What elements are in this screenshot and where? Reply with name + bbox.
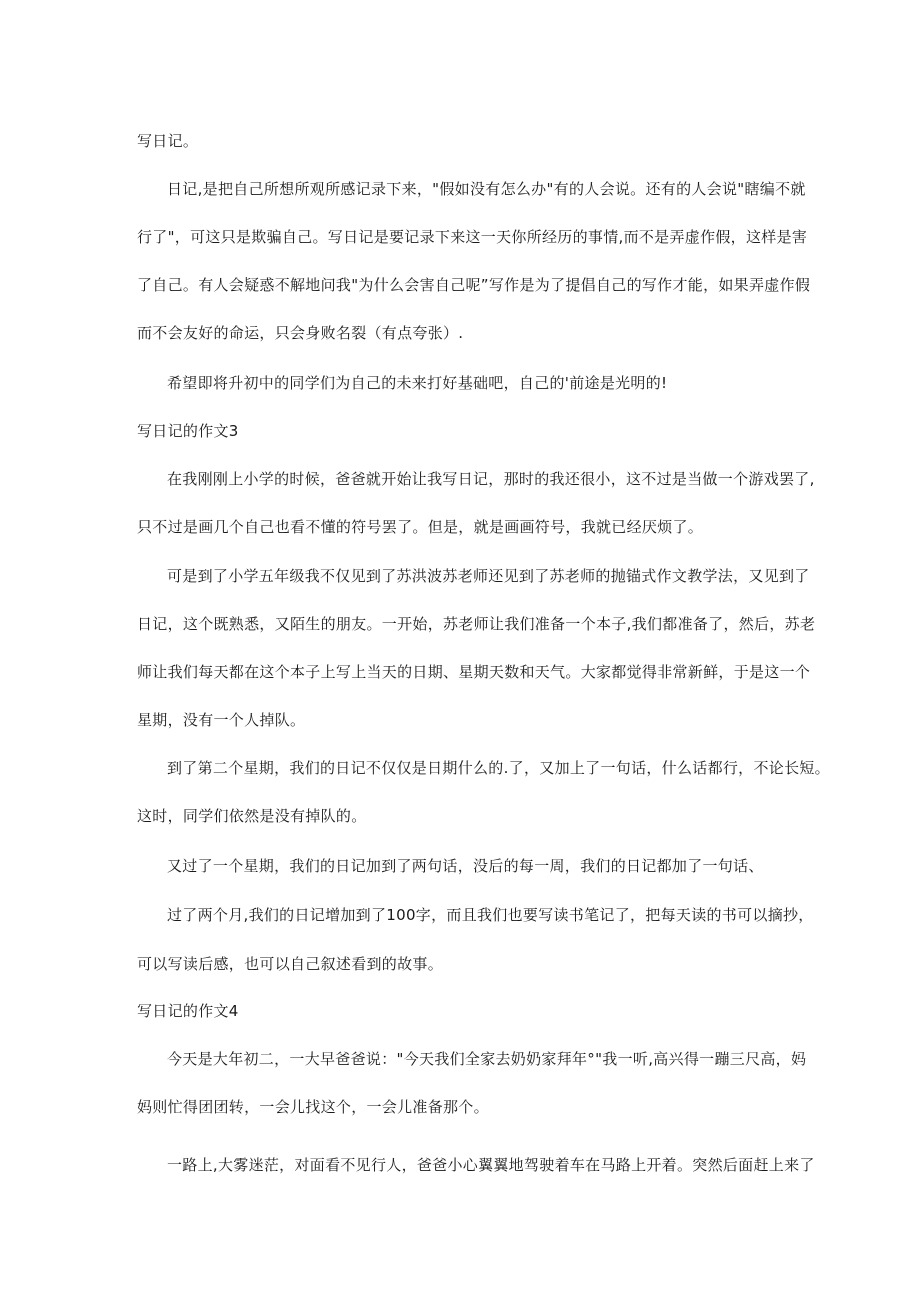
paragraph-line: 可是到了小学五年级我不仅见到了苏洪波苏老师还见到了苏老师的抛锚式作文教学法，又见到了: [167, 567, 810, 585]
paragraph-line: 今天是大年初二，一大早爸爸说："今天我们全家去奶奶家拜年°"我一听,高兴得一蹦三尺高，妈: [167, 1050, 807, 1068]
paragraph-line: 到了第二个星期，我们的日记不仅仅是日期什么的.了，又加上了一句话，什么话都行，不论长短。: [167, 759, 830, 777]
paragraph-line: 希望即将升初中的同学们为自己的未来打好基础吧，自己的'前途是光明的!: [167, 374, 668, 392]
paragraph-line: 星期，没有一个人掉队。: [137, 711, 306, 729]
paragraph-line: 这时，同学们依然是没有掉队的。: [137, 807, 367, 825]
paragraph-line: 而不会友好的命运，只会身败名裂（有点夸张）.: [137, 324, 464, 342]
section-heading: 写日记的作文3: [137, 422, 239, 440]
paragraph-line: 只不过是画几个自己也看不懂的符号罢了。但是，就是画画符号，我就已经厌烦了。: [137, 518, 704, 536]
paragraph-line: 过了两个月,我们的日记增加到了100字，而且我们也要写读书笔记了，把每天读的书可以摘抄，: [167, 906, 814, 924]
paragraph-line: 一路上,大雾迷茫，对面看不见行人，爸爸小心翼翼地驾驶着车在马路上开着。突然后面赶上来了: [167, 1156, 815, 1174]
paragraph-line: 又过了一个星期，我们的日记加到了两句话，没后的每一周，我们的日记都加了一句话、: [167, 857, 764, 875]
paragraph-line: 妈则忙得团团转，一会儿找这个，一会儿准备那个。: [137, 1098, 489, 1116]
paragraph-line: 师让我们每天都在这个本子上写上当天的日期、星期天数和天气。大家都觉得非常新鲜，于是这一个: [137, 663, 811, 681]
paragraph-line: 行了"，可这只是欺骗自己。写日记是要记录下来这一天你所经历的事情,而不是弄虚作假，这样是害: [137, 228, 808, 246]
paragraph-line: 日记,是把自己所想所观所感记录下来，"假如没有怎么办"有的人会说。还有的人会说"瞎编不就: [167, 180, 806, 198]
section-heading: 写日记的作文4: [137, 1002, 239, 1020]
paragraph-line: 可以写读后感，也可以自己叙述看到的故事。: [137, 955, 444, 973]
paragraph-line: 了自己。有人会疑惑不解地问我"为什么会害自己呢”写作是为了提倡自己的写作才能，如果弄虚作假: [137, 276, 811, 294]
paragraph-line: 日记，这个既熟悉，又陌生的朋友。一开始，苏老师让我们准备一个本子,我们都准备了，然后，苏老: [137, 615, 816, 633]
paragraph-line: 写日记。: [137, 132, 199, 150]
paragraph-line: 在我刚刚上小学的时候，爸爸就开始让我写日记，那时的我还很小，这不过是当做一个游戏罢了,: [167, 470, 815, 488]
